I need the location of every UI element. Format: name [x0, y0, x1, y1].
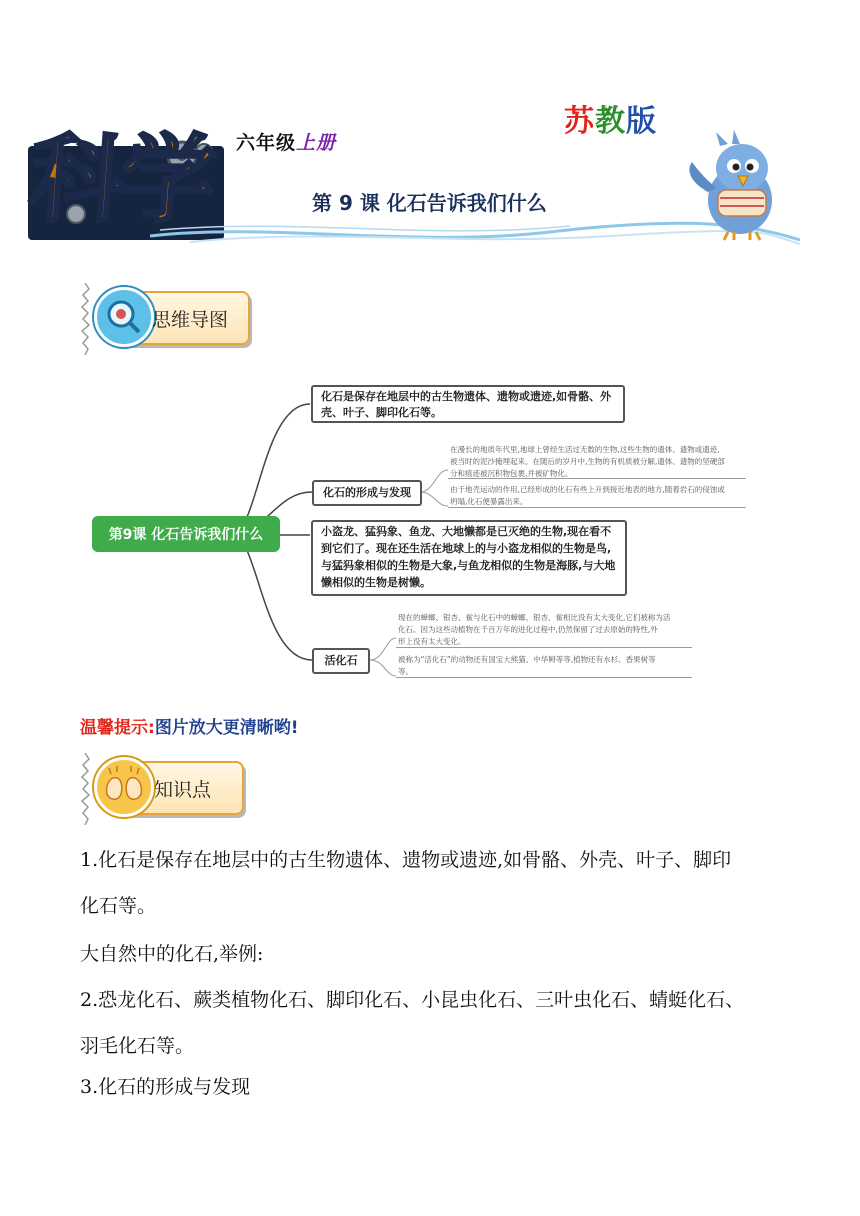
mindmap-note-living-fossil-2: 被称为“活化石”的动物还有国宝大熊猫、中华鲟等等,植物还有水杉、香果树等 等。	[398, 655, 656, 676]
knowledge-paragraph-3: 2.恐龙化石、蕨类植物化石、脚印化石、小昆虫化石、三叶虫化石、蜻蜓化石、	[80, 989, 745, 1011]
grade-label: 六年级上册	[236, 132, 337, 154]
mindmap-node-extinct: 小盗龙、猛犸象、鱼龙、大地懒都是已灭绝的生物,现在看不 到它们了。现在还生活在地球上的与小盗龙相似的生物是鸟, 与猛犸象相似的生物是大象,与鱼龙相似的生物是海豚,与大地 懒相似的生物是树懒。	[311, 520, 627, 596]
lesson-title: 第 9 课 化石告诉我们什么	[312, 191, 547, 215]
zoom-tip: 温馨提示:图片放大更清晰哟!	[80, 718, 299, 738]
mindmap-node-living-fossil: 活化石	[312, 648, 370, 674]
torn-edge-decoration	[78, 753, 92, 825]
section-badge-knowledge	[78, 753, 244, 825]
knowledge-paragraph-1: 1.化石是保存在地层中的古生物遗体、遗物或遗迹,如骨骼、外壳、叶子、脚印	[80, 849, 732, 871]
section-title-mindmap: 思维导图	[152, 309, 229, 331]
bird-mascot-icon	[680, 130, 792, 242]
clapping-hands-icon	[94, 757, 154, 817]
mindmap-note-formation-1: 在漫长的地质年代里,地球上曾经生活过无数的生物,这些生物的遗体、遗物或遗迹, 被当时的泥沙掩埋起来。在随后的岁月中,生物的有机质被分解,遗体、遗物的坚硬部 分和痕迹被沉积物包裹,并被矿物化。	[450, 445, 725, 478]
section-badge-mindmap	[78, 283, 250, 355]
knowledge-paragraph-1-cont: 化石等。	[80, 895, 157, 917]
mindmap-note-formation-2: 由于地壳运动的作用,已经形成的化石有些上升到接近地表的地方,随着岩石的侵蚀或 坍塌,化石便暴露出来。	[450, 485, 725, 506]
section-title-knowledge: 知识点	[154, 779, 212, 801]
mindmap-root: 第9课 化石告诉我们什么	[92, 516, 280, 552]
subject-title: 科学	[26, 124, 214, 236]
torn-edge-decoration	[78, 283, 92, 355]
knowledge-paragraph-2: 大自然中的化石,举例:	[80, 943, 264, 965]
edition-label: 苏教版	[564, 104, 657, 139]
mindmap-note-living-fossil-1: 现在的蟑螂、银杏、鲎与化石中的蟑螂、银杏、鲎相比没有太大变化,它们被称为活 化石。因为这些动植物在千百万年的进化过程中,仍然保留了过去原始的特性,外 形上没有太大变化。	[398, 613, 671, 646]
mindmap-node-formation: 化石的形成与发现	[312, 480, 422, 506]
knowledge-paragraph-3-cont: 羽毛化石等。	[80, 1035, 195, 1057]
mindmap-node-definition: 化石是保存在地层中的古生物遗体、遗物或遗迹,如骨骼、外 壳、叶子、脚印化石等。	[311, 385, 625, 423]
knowledge-paragraph-4: 3.化石的形成与发现	[80, 1076, 251, 1098]
magnifier-icon	[94, 287, 154, 347]
